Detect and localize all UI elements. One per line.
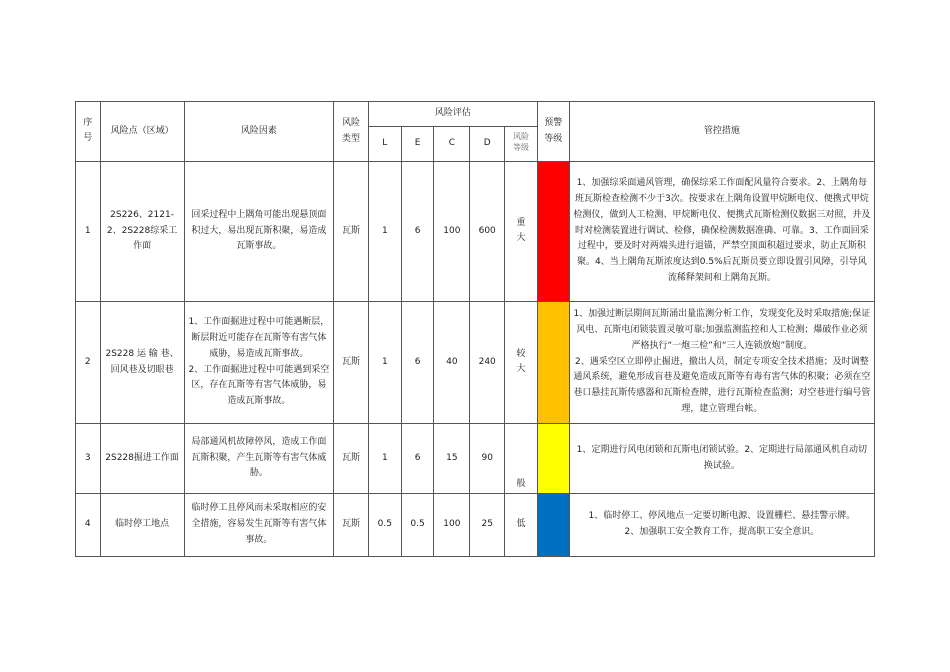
row-L: 0.5 <box>368 494 401 557</box>
row-D: 25 <box>470 494 505 557</box>
row-risk-type: 瓦斯 <box>334 424 369 494</box>
header-measures: 管控措施 <box>569 102 874 162</box>
row-seq: 3 <box>76 424 101 494</box>
row-C: 40 <box>434 302 470 424</box>
header-seq: 序号 <box>76 102 101 162</box>
row-measures: 1、加强综采面通风管理，确保综采工作面配风量符合要求。2、上隅角每班瓦斯检查检测不少于3次。按要求在上隅角设置甲烷断电仪、便携式甲烷检测仪，做到人工检测、甲烷断电仪、便携式瓦斯检测仪数据三对照，并及时对检测装置进行调试、检修，确保检测数据准确、可靠。3、工作面回采过程中，要及时对两端头进行退锚，严禁空顶面积超过要求，防止瓦斯积聚。4、当上隅角瓦斯浓度达到0.5%后瓦斯员要立即设置引风障，引导风流稀释架间和上隅角瓦斯。 <box>569 162 874 302</box>
risk-table <box>75 101 875 557</box>
row-risk-type: 瓦斯 <box>334 494 369 557</box>
row-L: 1 <box>368 162 401 302</box>
row-warning-color <box>537 424 569 494</box>
row-risk-factor: 1、工作面掘进过程中可能遇断层，断层附近可能存在瓦斯等有害气体威胁，易造成瓦斯事故。 2、工作面掘进过程中可能遇到采空区，存在瓦斯等有害气体威胁，易造成瓦斯事故。 <box>184 302 334 424</box>
row-risk-type: 瓦斯 <box>334 162 369 302</box>
row-L: 1 <box>368 302 401 424</box>
row-measures: 1、定期进行风电闭锁和瓦斯电闭锁试验。2、定期进行局部通风机自动切换试验。 <box>569 424 874 494</box>
header-assessment: 风险评估 <box>368 102 537 127</box>
row-E: 0.5 <box>401 494 434 557</box>
row-measures: 1、加强过断层期间瓦斯涌出量监测分析工作，发现变化及时采取措施;保证风电、瓦斯电闭锁装置灵敏可靠;加强监测监控和人工检测；爆破作业必须严格执行“一炮三检”和“三人连锁放炮”制度。 2、遇采空区立即停止掘进，撤出人员，制定专项安全技术措施；及时调整通风系统，避免形成盲巷及避免造成瓦斯等有毒有害气体的积聚；必须在空巷口悬挂瓦斯传感器和瓦斯检查牌，进行瓦斯检查监测；对空巷进行编号管理，建立管理台帐。 <box>569 302 874 424</box>
header-C: C <box>434 127 470 162</box>
row-risk-factor: 临时停工且停风而未采取相应的安全措施，容易发生瓦斯等有害气体事故。 <box>184 494 334 557</box>
table-row <box>76 424 875 494</box>
header-risk-factor: 风险因素 <box>184 102 334 162</box>
row-risk-level: 般 <box>505 424 538 494</box>
row-E: 6 <box>401 302 434 424</box>
row-risk-factor: 局部通风机故障停风，造成工作面瓦斯积聚，产生瓦斯等有害气体威胁。 <box>184 424 334 494</box>
row-warning-color <box>537 302 569 424</box>
header-risk-point: 风险点（区域） <box>100 102 184 162</box>
row-D: 90 <box>470 424 505 494</box>
row-seq: 4 <box>76 494 101 557</box>
row-warning-color <box>537 494 569 557</box>
row-risk-level: 重大 <box>505 162 538 302</box>
row-risk-type: 瓦斯 <box>334 302 369 424</box>
row-risk-level: 低 <box>505 494 538 557</box>
header-E: E <box>401 127 434 162</box>
row-C: 100 <box>434 162 470 302</box>
row-risk-point: 2S226、2121-2、2S228综采工作面 <box>100 162 184 302</box>
table-row <box>76 302 875 424</box>
header-L: L <box>368 127 401 162</box>
row-risk-factor: 回采过程中上隅角可能出现悬顶面积过大，易出现瓦斯积聚，易造成瓦斯事故。 <box>184 162 334 302</box>
row-risk-point: 2S228 运 输 巷、 回风巷及切眼巷 <box>100 302 184 424</box>
row-E: 6 <box>401 162 434 302</box>
header-warning: 预警等级 <box>537 102 569 162</box>
row-risk-point: 2S228掘进工作面 <box>100 424 184 494</box>
header-row-top <box>76 102 875 127</box>
row-C: 15 <box>434 424 470 494</box>
row-risk-point: 临时停工地点 <box>100 494 184 557</box>
row-E: 6 <box>401 424 434 494</box>
row-measures: 1、临时停工、停风地点一定要切断电源、设置栅栏、悬挂警示牌。 2、加强职工安全教育工作，提高职工安全意识。 <box>569 494 874 557</box>
table-row <box>76 494 875 557</box>
row-C: 100 <box>434 494 470 557</box>
row-D: 240 <box>470 302 505 424</box>
row-warning-color <box>537 162 569 302</box>
header-D: D <box>470 127 505 162</box>
row-seq: 2 <box>76 302 101 424</box>
row-risk-level: 较大 <box>505 302 538 424</box>
row-L: 1 <box>368 424 401 494</box>
row-seq: 1 <box>76 162 101 302</box>
header-risk-level: 风险等级 <box>505 127 538 162</box>
header-risk-type: 风险类型 <box>334 102 369 162</box>
table-row <box>76 162 875 302</box>
row-D: 600 <box>470 162 505 302</box>
